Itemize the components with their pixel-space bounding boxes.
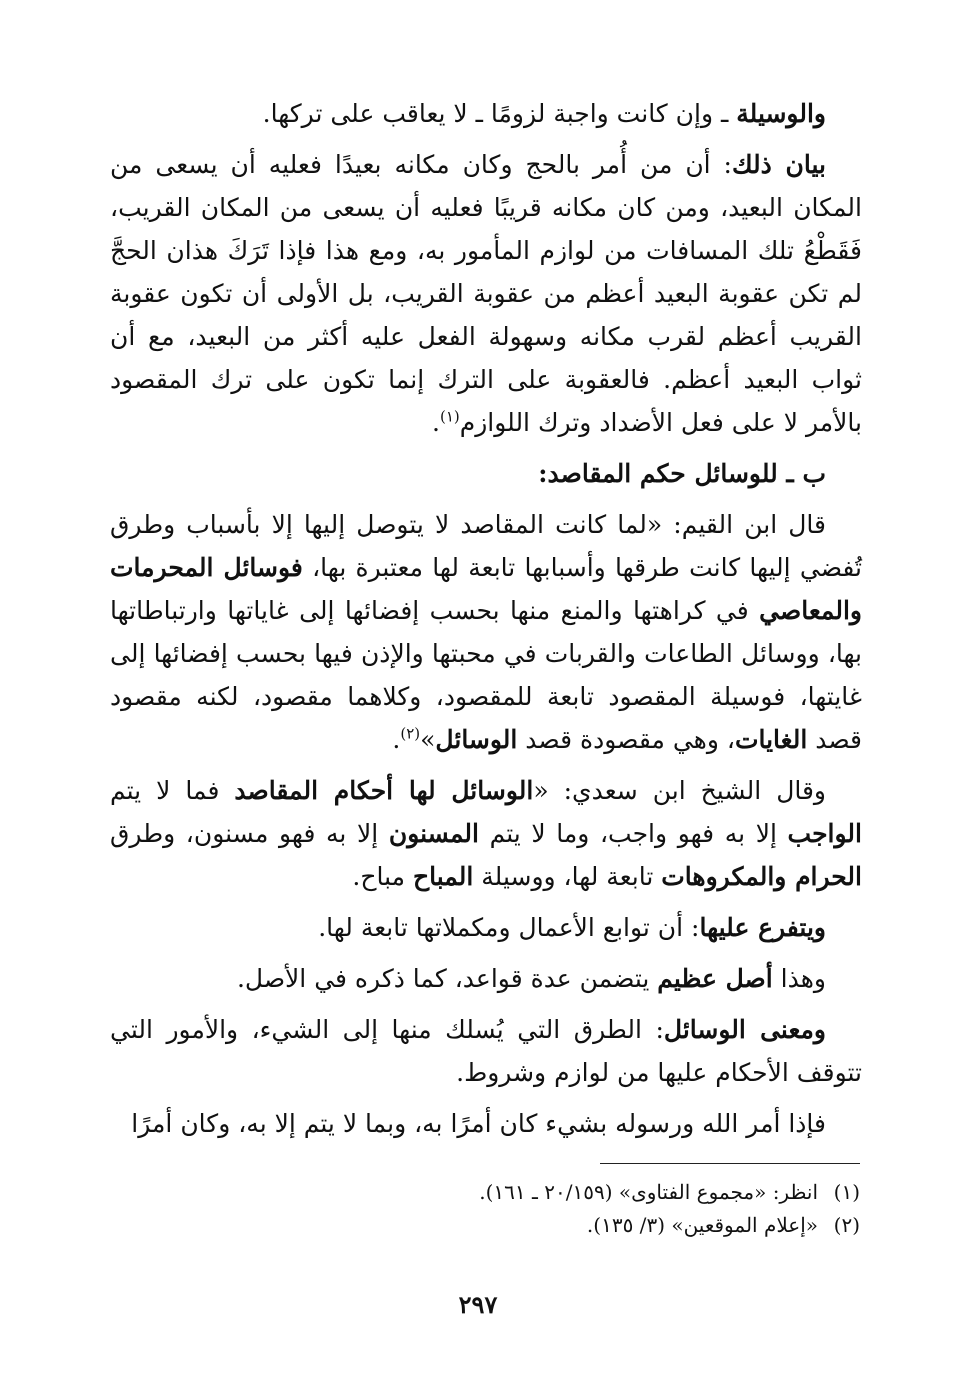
quote-text: إلا به فهو مسنون، وطرق [110, 819, 389, 848]
footnote-number: (٢) [833, 1213, 860, 1237]
bold-term: الغايات [734, 725, 808, 754]
footnote-ref-1[interactable]: (١) [439, 407, 460, 426]
bold-term: الوسائل [435, 725, 518, 754]
paragraph-continuation [110, 1102, 862, 1145]
paragraph-text: : أن من أُمر بالحج وكان مكانه بعيدًا فعليه أن يسعى من المكان البعيد، ومن كان مكانه قريبًا فعليه أن يسعى من المكان القريب، فَقَطْعُ تلك المسافات من لوازم المأمور به، ومع هذا فإذا تَرَكَ هذان الحجَّ لم تكن عقوبة البعيد أعظم من عقوبة القريب، بل الأولى أن تكون عقوبة القريب أعظم لقرب مكانه وسهولة الفعل عليه أكثر من البعيد، مع أن ثواب البعيد أعظم. فالعقوبة على الترك إنما تكون على ترك المقصود بالأمر لا على فعل الأضداد وترك اللوازم [110, 150, 862, 437]
quote-text: مباح. [352, 862, 413, 891]
bold-term: فوسائل المحرمات والمعاصي [110, 553, 862, 625]
paragraph-wasila [110, 92, 862, 135]
paragraph-text: : الطرق التي يُسلك منها إلى الشيء، والأمور التي تتوقف الأحكام عليها من لوازم وشروط. [110, 1015, 862, 1087]
quote-text: وقال الشيخ ابن سعدي: « [533, 776, 827, 805]
bold-term: الواجب [787, 819, 862, 848]
paragraph-ibn-qayyim [110, 503, 862, 761]
bold-term: أصل عظيم [657, 964, 773, 993]
section-heading-b: ب ـ للوسائل حكم المقاصد: [538, 459, 826, 488]
quote-text: ، وهي مقصودة قصد [517, 725, 735, 754]
quote-text: فما لا يتم [110, 776, 235, 805]
page-body [110, 92, 862, 1153]
bold-term: بيان ذلك [731, 150, 826, 179]
paragraph-text: وهذا [772, 964, 826, 993]
footnotes [108, 1176, 860, 1242]
footnote-2 [108, 1209, 860, 1242]
bold-term: الوسائل لها أحكام المقاصد [234, 776, 534, 805]
footnote-text: انظر: «مجموع الفتاوى» (٢٠/١٥٩ ـ ١٦١). [479, 1180, 818, 1204]
page-number: ٢٩٧ [458, 1290, 498, 1319]
quote-text: قال ابن القيم: «لما كانت المقاصد لا يتوصل إليها إلا بأسباب وطرق تُفضي إليها كانت طرقها وأسبابها تابعة لها معتبرة بها، [110, 510, 862, 582]
bold-term: والوسيلة [736, 99, 826, 128]
paragraph-text: فإذا أمر الله ورسوله بشيء كان أمرًا به، وبما لا يتم إلا به، وكان أمرًا [131, 1109, 826, 1138]
quote-text: تابعة لها، ووسيلة [473, 862, 662, 891]
paragraph-asl-azim [110, 957, 862, 1000]
quote-text: » [420, 725, 436, 754]
paragraph-text: : أن توابع الأعمال ومكملاتها تابعة لها. [318, 913, 700, 942]
paragraph-text: ـ وإن كانت واجبة لزومًا ـ لا يعاقب على تركها. [262, 99, 737, 128]
footnote-ref-2[interactable]: (٢) [400, 724, 421, 743]
bold-term: الحرام والمكروهات [661, 862, 862, 891]
bold-term: المسنون [388, 819, 479, 848]
paragraph-end: . [432, 408, 440, 437]
paragraph-bayan [110, 143, 862, 444]
footnote-1 [108, 1176, 860, 1209]
paragraph-ibn-saadi [110, 769, 862, 898]
footnote-text: «إعلام الموقعين» (٣/ ١٣٥). [586, 1213, 818, 1237]
paragraph-text: يتضمن عدة قواعد، كما ذكره في الأصل. [236, 964, 658, 993]
quote-text: إلا به فهو واجب، وما لا يتم [478, 819, 788, 848]
bold-term: ويتفرع عليها [699, 913, 826, 942]
quote-text: في كراهتها والمنع منها بحسب إفضائها إلى غاياتها وارتباطاتها بها، ووسائل الطاعات والقربات في محبتها والإذن فيها بحسب إفضائها إلى غايتها، فوسيلة المقصود تابعة للمقصود، وكلاهما مقصود، لكنه مقصود قصد [110, 596, 862, 754]
paragraph-yatafarra [110, 906, 862, 949]
bold-term: المباح [413, 862, 474, 891]
paragraph-maana [110, 1008, 862, 1094]
paragraph-end: . [392, 725, 401, 754]
footnote-number: (١) [833, 1180, 860, 1204]
bold-term: ومعنى الوسائل [663, 1015, 826, 1044]
footnote-divider [600, 1163, 860, 1164]
